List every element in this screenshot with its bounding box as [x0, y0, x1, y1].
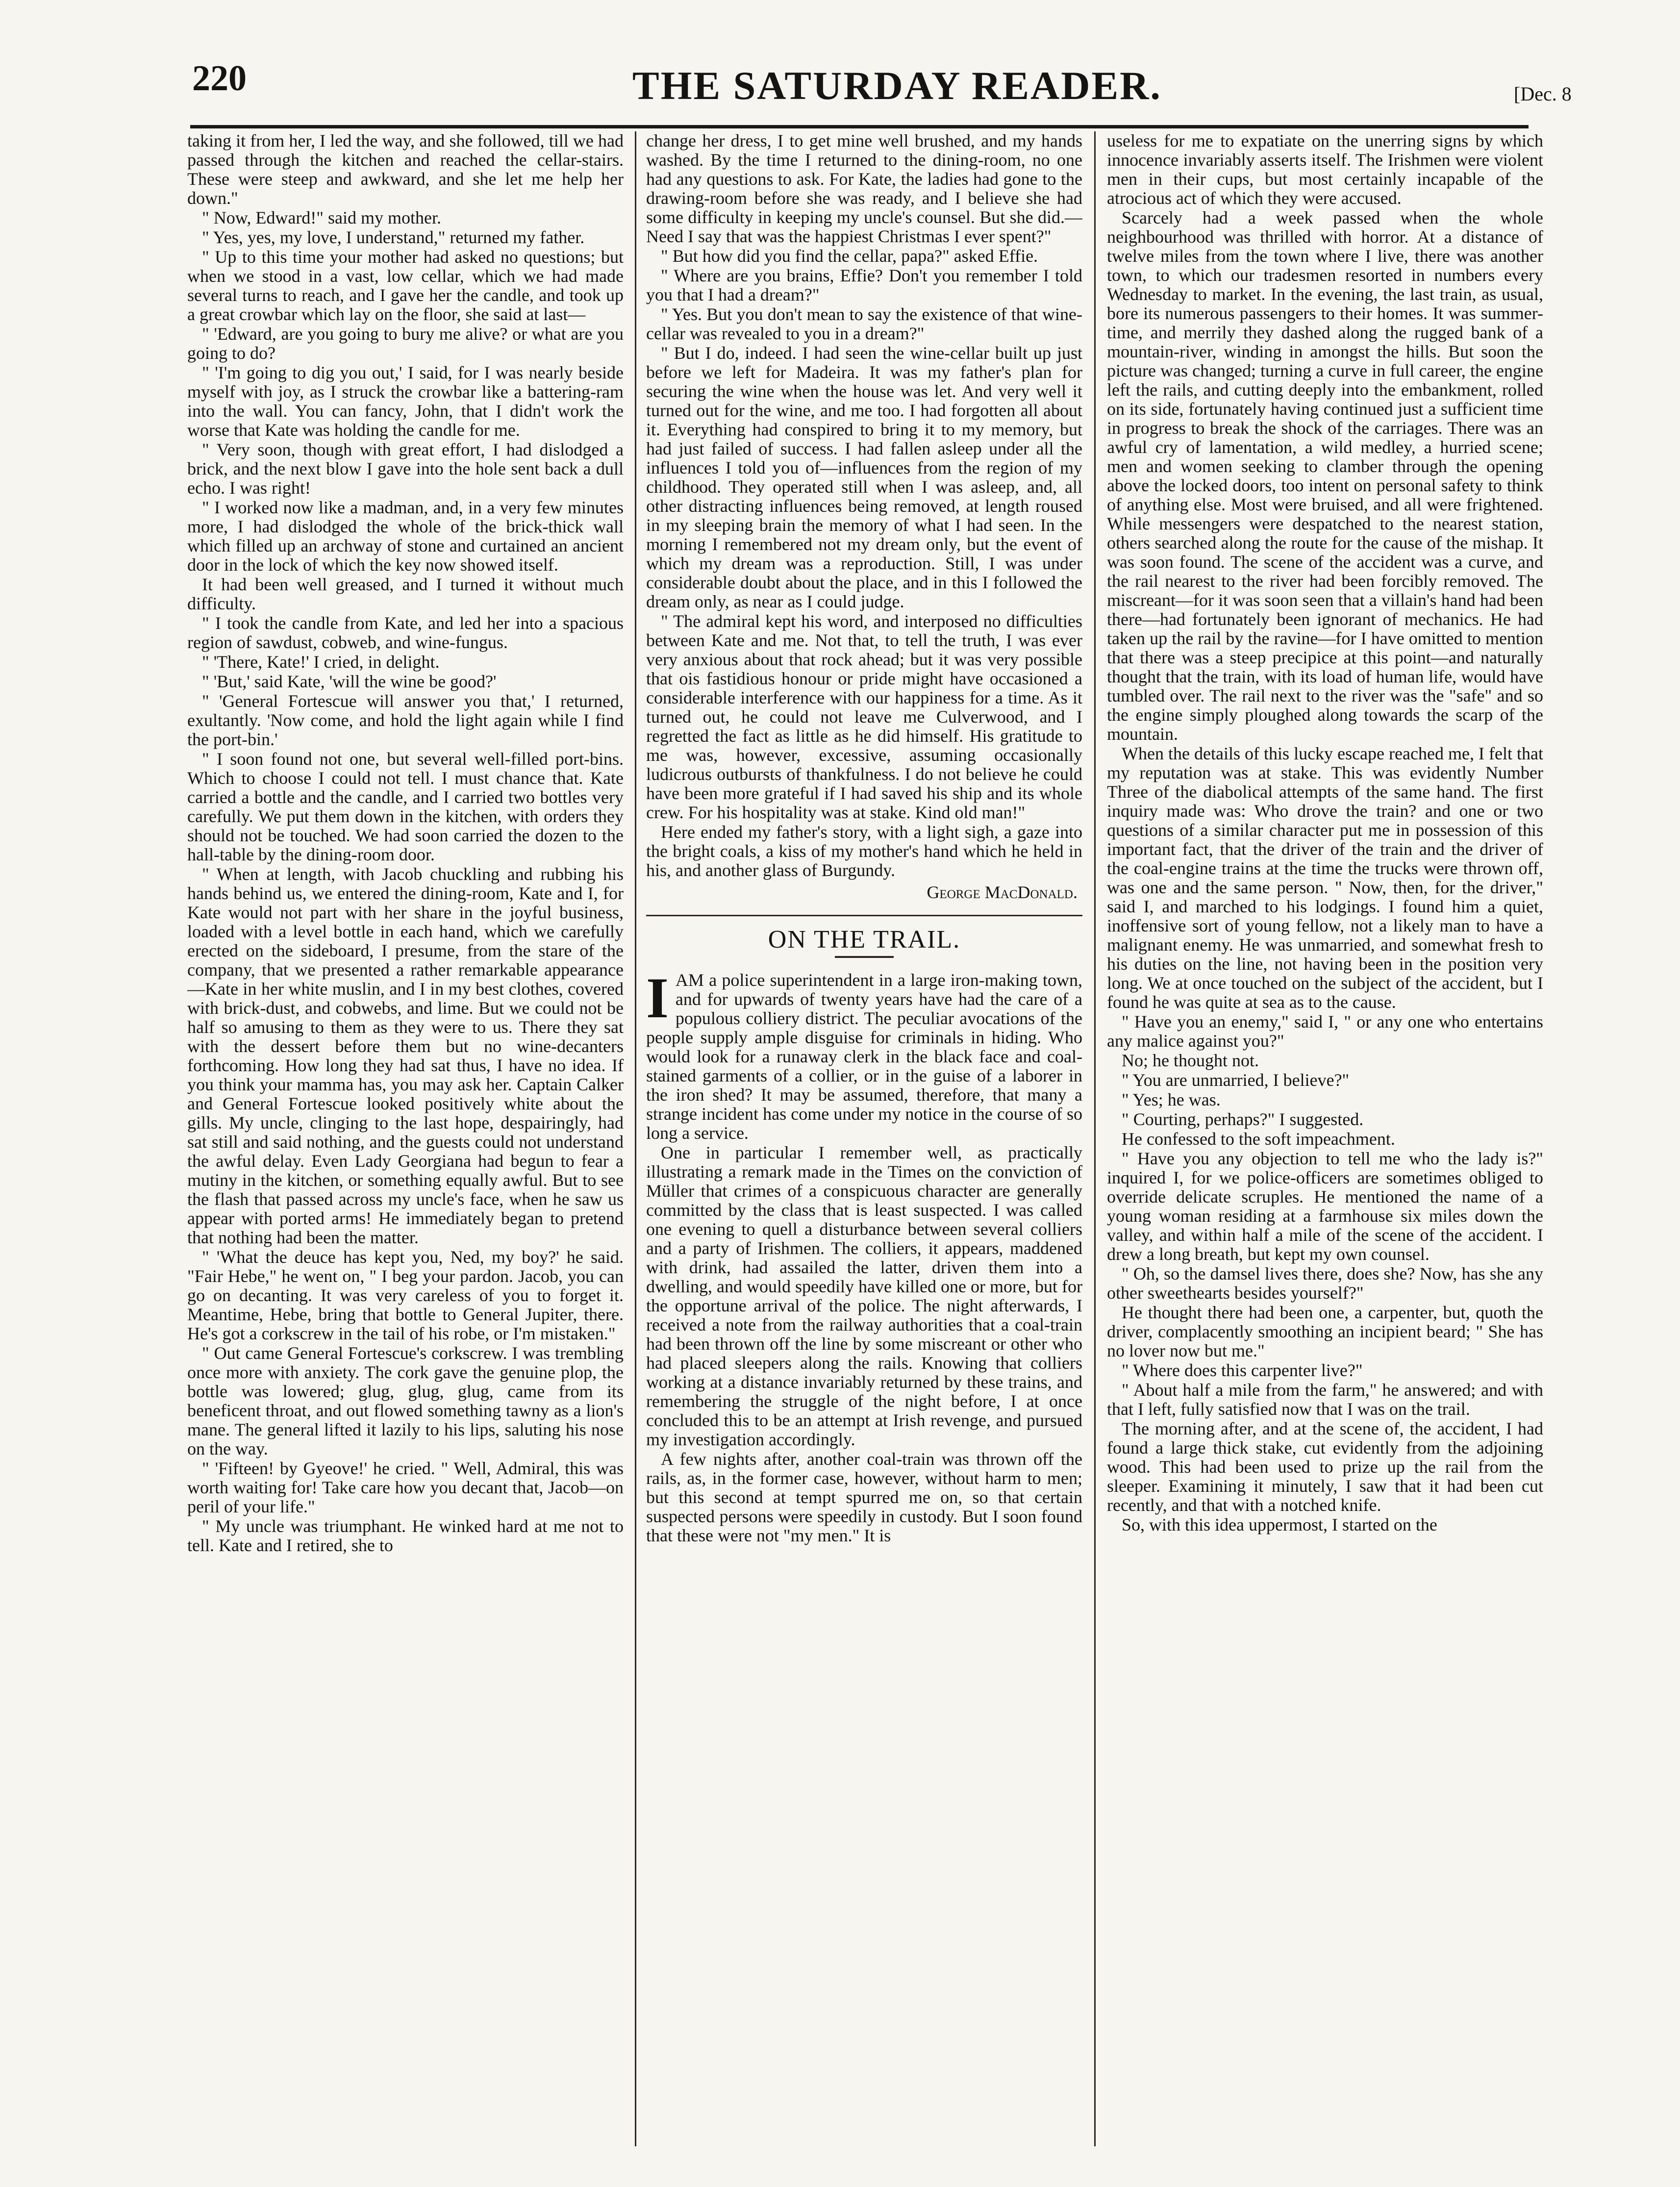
paragraph: " Have you an enemy," said I, " or any one who entertains any malice against you?": [1107, 1012, 1543, 1051]
paragraph: " My uncle was triumphant. He winked hard at me not to tell. Kate and I retired, she to: [187, 1516, 624, 1555]
paragraph: So, with this idea uppermost, I started on the: [1122, 1515, 1437, 1534]
drop-cap: I: [646, 966, 669, 1030]
paragraph: " 'But,' said Kate, 'will the wine be good?': [202, 672, 497, 691]
paragraph: Scarcely had a week passed when the whole neighbourhood was thrilled with horror. At a distance of twelve miles from the town where I live, there was another town, to which our tradesmen resorted in numbers every Wednesday to market. In the evening, the last train, as usual, bore its numerous passengers to their homes. It was summer-time, and merrily they dashed along the rugged bank of a mountain-river, winding in amongst the hills. But soon the picture was changed; turning a curve in full career, the engine left the rails, and cutting deeply into the embankment, rolled on its side, fortunately having continued just a sufficient time in progress to break the shock of the carriages. There was an awful cry of lamentation, a wild medley, a hurried scene; men and women seeking to clamber through the opening above the locked doors, too intent on personal safety to think of anything else. Most were bruised, and all were frightened. While messengers were despatched to the nearest station, others searched along the route for the cause of the mishap. It was soon found. The scene of the accident was a curve, and the rail nearest to the river had been forcibly removed. The miscreant—for it was soon seen that a villain's hand had been there—had fortunately been ignorant of mechanics. He had taken up the rail by the ravine—for I have omitted to mention that there was a steep precipice at this point—and naturally thought that the train, with its load of human life, would have tumbled over. The rail next to the river was the "safe" and so the engine simply ploughed along towards the scarp of the mountain.: [1107, 208, 1543, 744]
paragraph: " 'What the deuce has kept you, Ned, my boy?' he said. "Fair Hebe," he went on, " I beg your pardon. Jacob, you can go on decanting. It was very careless of you to forget it. Meantime, Hebe, bring that bottle to General Jupiter, there. He's got a corkscrew in the tail of his robe, or I'm mistaken.": [187, 1247, 624, 1343]
paragraph: He confessed to the soft impeachment.: [1122, 1129, 1395, 1149]
paragraph: " I soon found not one, but several well-filled port-bins. Which to choose I could not tell. I must chance that. Kate carried a bottle and the candle, and I carried two bottles very carefully. We put them down in the kitchen, with orders they should not be touched. We had soon carried the dozen to the hall-table by the dining-room door.: [187, 749, 624, 864]
paragraph: " I worked now like a madman, and, in a very few minutes more, I had dislodged the whole of the brick-thick wall which filled up an archway of stone and curtained an ancient door in the lock of which the key now showed itself.: [187, 498, 624, 575]
paragraph: " Yes, yes, my love, I understand," returned my father.: [202, 227, 585, 247]
paragraph: One in particular I remember well, as practically illustrating a remark made in the Times on the conviction of Müller that crimes of a conspicuous character are generally committed by the class that is least suspected. I was called one evening to quell a disturbance between several colliers and a party of Irishmen. The colliers, it appears, maddened with drink, had assailed the latter, driven them into a dwelling, and would speedily have killed one or more, but for the opportune arrival of the police. The night afterwards, I received a note from the railway authorities that a coal-train had been thrown off the line by some miscreant or other who had placed sleepers along the rails. Knowing that colliers working at a distance invariably returned by these trains, and remembering the struggle of the night before, I at once concluded this to be an attempt at Irish revenge, and pursued my investigation accordingly.: [646, 1143, 1082, 1449]
column-divider: [1094, 131, 1096, 2146]
paragraph: " But how did you find the cellar, papa?" asked Effie.: [661, 246, 1038, 266]
page-number: 220: [192, 58, 247, 99]
column-3: [1107, 131, 1543, 2161]
paragraph: " 'General Fortescue will answer you that,' I returned, exultantly. 'Now come, and hold the light again while I find the port-bin.': [187, 691, 624, 749]
paragraph: It had been well greased, and I turned it without much difficulty.: [187, 575, 624, 613]
paragraph: taking it from her, I led the way, and she followed, till we had passed through the kitchen and reached the cellar-stairs. These were steep and awkward, and she let me help her down.": [187, 131, 624, 208]
paragraph: " 'Fifteen! by Gyeove!' he cried. " Well, Admiral, this was worth waiting for! Take care how you decant that, Jacob—on peril of your life.": [187, 1458, 624, 1516]
paragraph: " Very soon, though with great effort, I had dislodged a brick, and the next blow I gave into the hole sent back a dull echo. I was right!: [187, 440, 624, 498]
paragraph: The morning after, and at the scene of, the accident, I had found a large thick stake, cut evidently from the adjoining wood. This had been used to prize up the rail from the sleeper. Examining it minutely, I saw that it had been cut recently, and that with a notched knife.: [1107, 1419, 1543, 1515]
paragraph: " Yes; he was.: [1122, 1090, 1221, 1109]
paragraph: " When at length, with Jacob chuckling and rubbing his hands behind us, we entered the dining-room, Kate and I, for Kate would not part with her share in the joyful business, loaded with a level bottle in each hand, which we carefully erected on the sideboard, I presume, from the stare of the company, that we presented a rather remarkable appearance—Kate in her white muslin, and I in my best clothes, covered with brick-dust, and cobwebs, and lime. But we could not be half so amusing to them as they were to us. There they sat with the dessert before them but no wine-decanters forthcoming. How long they had sat thus, I have no idea. If you think your mamma has, you may ask her. Captain Calker and General Fortescue looked positively white about the gills. My uncle, clinging to the last hope, despairingly, had sat still and said nothing, and the guests could not understand the awful delay. Even Lady Georgiana had begun to fear a mutiny in the kitchen, or something equally awful. But to see the flash that passed across my uncle's face, when he saw us appear with ported arms! He immediately began to pretend that nothing had been the matter.: [187, 864, 624, 1247]
paragraph: " Oh, so the damsel lives there, does she? Now, has she any other sweethearts besides yourself?": [1107, 1264, 1543, 1303]
section-title: ON THE TRAIL.: [768, 926, 961, 954]
section-divider: [646, 915, 1082, 916]
column-1: [187, 131, 624, 2161]
paragraph: " Out came General Fortescue's corkscrew. I was trembling once more with anxiety. The cork gave the genuine plop, the bottle was lowered; glug, glug, glug, came from its beneficent throat, and out flowed something tawny as a lion's mane. The general lifted it lazily to his lips, saluting his nose on the way.: [187, 1343, 624, 1458]
paragraph: " The admiral kept his word, and interposed no difficulties between Kate and me. Not that, to tell the truth, I was ever very anxious about that rock ahead; but it was very possible that ois fastidious honour or pride might have occasioned a considerable interference with our happiness for a time. As it turned out, he could not leave me Culverwood, and I regretted the fact as little as he did himself. His gratitude to me was, however, excessive, assuming occasionally ludicrous outbursts of thankfulness. I do not believe he could have been more grateful if I had saved his ship and its whole crew. For his hospitality was at stake. Kind old man!": [646, 611, 1082, 822]
paragraph: " You are unmarried, I believe?": [1122, 1070, 1350, 1090]
paragraph: [646, 966, 1082, 1143]
issue-date: [Dec. 8: [1514, 83, 1572, 105]
author-signoff: George MacDonald.: [927, 882, 1078, 902]
paragraph: He thought there had been one, a carpenter, but, quoth the driver, complacently smoothing an incipient beard; " She has no lover now but me.": [1107, 1303, 1543, 1360]
header-rule: [190, 125, 1529, 128]
paragraph: " 'I'm going to dig you out,' I said, for I was nearly beside myself with joy, as I struck the crowbar like a battering-ram into the wall. You can fancy, John, that I didn't work the worse that Kate was holding the candle for me.: [187, 363, 624, 440]
paragraph: " Courting, perhaps?" I suggested.: [1122, 1109, 1364, 1129]
paragraph: No; he thought not.: [1122, 1051, 1259, 1070]
paragraph: useless for me to expatiate on the unerring signs by which innocence invariably asserts itself. The Irishmen were violent men in their cups, but most certainly incapable of the atrocious act of which they were accused.: [1107, 131, 1543, 208]
opening-text: AM a police superintendent in a large iron-making town, and for upwards of twenty years have had the care of a populous colliery district. The peculiar avocations of the people supply ample disguise for criminals in hiding. Who would look for a runaway clerk in the black face and coal-stained garments of a collier, or in the guise of a laborer in the iron shed? It may be assumed, therefore, that many a strange incident has come under my notice in the course of so long a service.: [646, 970, 1082, 1143]
paragraph: " 'There, Kate!' I cried, in delight.: [202, 652, 440, 672]
paragraph: " Up to this time your mother had asked no questions; but when we stood in a vast, low cellar, which we had made several turns to reach, and I gave her the candle, and took up a great crowbar which lay on the floor, she said at last—: [187, 247, 624, 324]
paragraph: " Where are you brains, Effie? Don't you remember I told you that I had a dream?": [646, 266, 1082, 304]
paragraph: " Now, Edward!" said my mother.: [202, 208, 441, 227]
paragraph: " But I do, indeed. I had seen the wine-cellar built up just before we left for Madeira. It was my father's plan for securing the wine when the house was let. And very well it turned out for the wine, and me too. I had forgotten all about it. Everything had conspired to bring it to my memory, but had just failed of success. I had fallen asleep under all the influences I told you of—influences from the region of my childhood. They operated still when I was asleep, and, all other distracting influences being removed, at length roused in my sleeping brain the memory of what I had seen. In the morning I remembered not my dream only, but the event of which my dream was a reproduction. Still, I was under considerable doubt about the place, and in this I followed the dream only, as near as I could judge.: [646, 343, 1082, 611]
paragraph: " 'Edward, are you going to bury me alive? or what are you going to do?: [187, 324, 624, 363]
paragraph: When the details of this lucky escape reached me, I felt that my reputation was at stake. This was evidently Number Three of the diabolical attempts of the same hand. The first inquiry made was: Who drove the train? and one or two questions of a similar character put me in possession of this important fact, that the driver of the train and the driver of the coal-engine trains at the time the trucks were thrown off, was one and the same person. " Now, then, for the driver," said I, and marched to his lodgings. I found him a quiet, inoffensive sort of young fellow, not a likely man to have a malignant enemy. He was unmarried, and somewhat fresh to his duties on the line, not having been in the position very long. We at once touched on the subject of the accident, but I found he was quite at sea as to the cause.: [1107, 744, 1543, 1012]
paragraph: Here ended my father's story, with a light sigh, a gaze into the bright coals, a kiss of my mother's hand which he held in his, and another glass of Burgundy.: [646, 822, 1082, 880]
masthead-title: THE SATURDAY READER.: [632, 63, 1162, 108]
paragraph: A few nights after, another coal-train was thrown off the rails, as, in the former case, however, without harm to men; but this second at tempt spurred me on, so that certain suspected persons were speedily in custody. But I soon found that these were not "my men." It is: [646, 1449, 1082, 1545]
column-divider: [635, 131, 636, 2146]
paragraph: " About half a mile from the farm," he answered; and with that I left, fully satisfied now that I was on the trail.: [1107, 1380, 1543, 1419]
paragraph: change her dress, I to get mine well brushed, and my hands washed. By the time I returned to the dining-room, no one had any questions to ask. For Kate, the ladies had gone to the drawing-room before she was ready, and I believe she had some difficulty in keeping my uncle's counsel. But she did.—Need I say that was the happiest Christmas I ever spent?": [646, 131, 1082, 246]
column-2: [646, 131, 1082, 2161]
paragraph: " Where does this carpenter live?": [1122, 1360, 1363, 1380]
paragraph: " Have you any objection to tell me who the lady is?" inquired I, for we police-officers are sometimes obliged to override delicate scruples. He mentioned the name of a young woman residing at a farmhouse six miles down the valley, and within half a mile of the scene of the accident. I drew a long breath, but kept my own counsel.: [1107, 1149, 1543, 1264]
paragraph: " Yes. But you don't mean to say the existence of that wine-cellar was revealed to you in a dream?": [646, 304, 1082, 343]
paragraph: " I took the candle from Kate, and led her into a spacious region of sawdust, cobweb, and wine-fungus.: [187, 613, 624, 652]
title-underline: [835, 956, 894, 958]
